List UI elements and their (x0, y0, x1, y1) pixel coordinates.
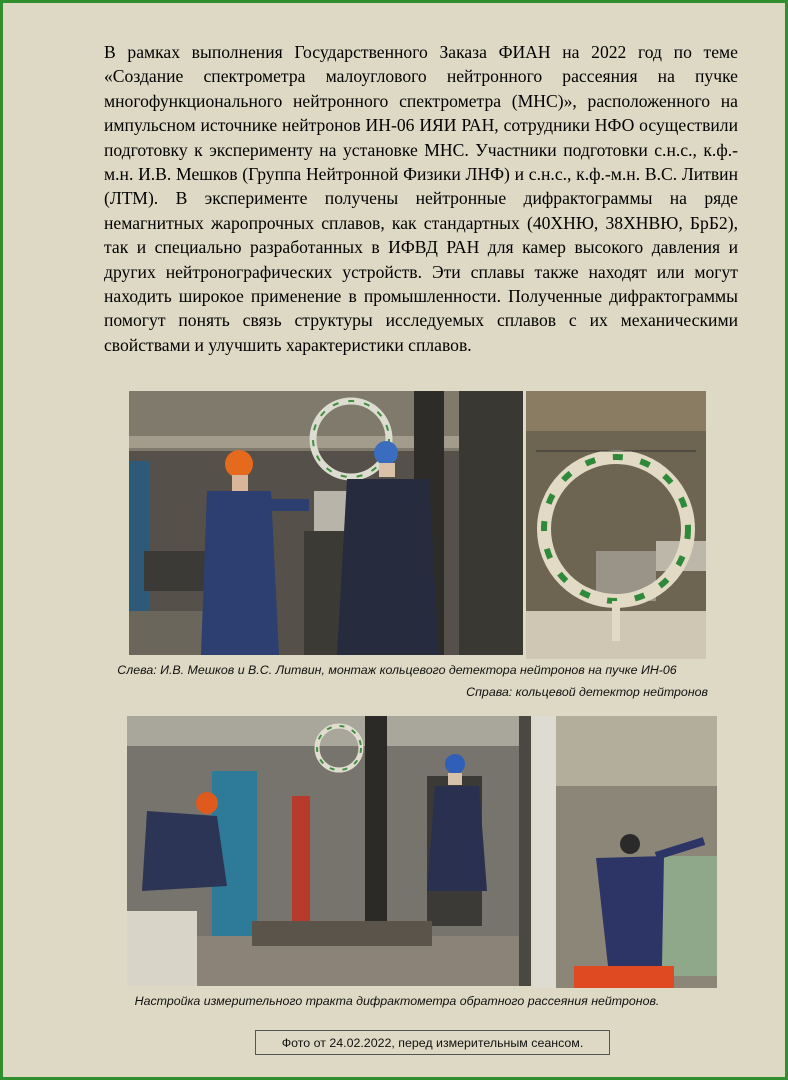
caption-right: Справа: кольцевой детектор нейтронов (466, 685, 708, 699)
photo-diffractometer-setup-image (127, 716, 531, 986)
caption-bottom: Настройка измерительного тракта дифрактометра обратного рассеяния нейтронов. (134, 994, 660, 1008)
photo-researcher-corridor-image (534, 716, 717, 988)
photo-date-note: Фото от 24.02.2022, перед измерительным сеансом. (255, 1030, 610, 1055)
photo-researcher-corridor (534, 716, 717, 988)
caption-left: Слева: И.В. Мешков и В.С. Литвин, монтаж кольцевого детектора нейтронов на пучке ИН-06 (117, 663, 677, 677)
article-paragraph: В рамках выполнения Государственного Заказа ФИАН на 2022 год по теме «Создание спектрометра малоуглового нейтронного рассеяния на пучке многофункционального нейтронного спектрометра (МНС)», расположенного на импульсном источнике нейтронов ИН-06 ИЯИ РАН, сотрудники НФО осуществили подготовку к эксперименту на установке МНС. Участники подготовки с.н.с., к.ф.-м.н. И.В. Мешков (Группа Нейтронной Физики ЛНФ) и с.н.с., к.ф.-м.н. В.С. Литвин (ЛТМ). В эксперименте получены нейтронные дифрактограммы на ряде немагнитных жаропрочных сплавов, как стандартных (40ХНЮ, 38ХНВЮ, БрБ2), так и специально разработанных в ИФВД РАН для камер высокого давления и других нейтронографических устройств. Эти сплавы также находят или могут находить широкое применение в промышленности. Полученные дифрактограммы помогут понять связь структуры исследуемых сплавов с их механическими свойствами и улучшить характеристики сплавов. (104, 42, 738, 355)
photo-ring-detector-image (526, 391, 706, 659)
photo-detector-mounting (129, 391, 523, 655)
photo-ring-detector (526, 391, 706, 659)
photo-diffractometer-setup (127, 716, 531, 986)
photo-detector-mounting-image (129, 391, 523, 655)
